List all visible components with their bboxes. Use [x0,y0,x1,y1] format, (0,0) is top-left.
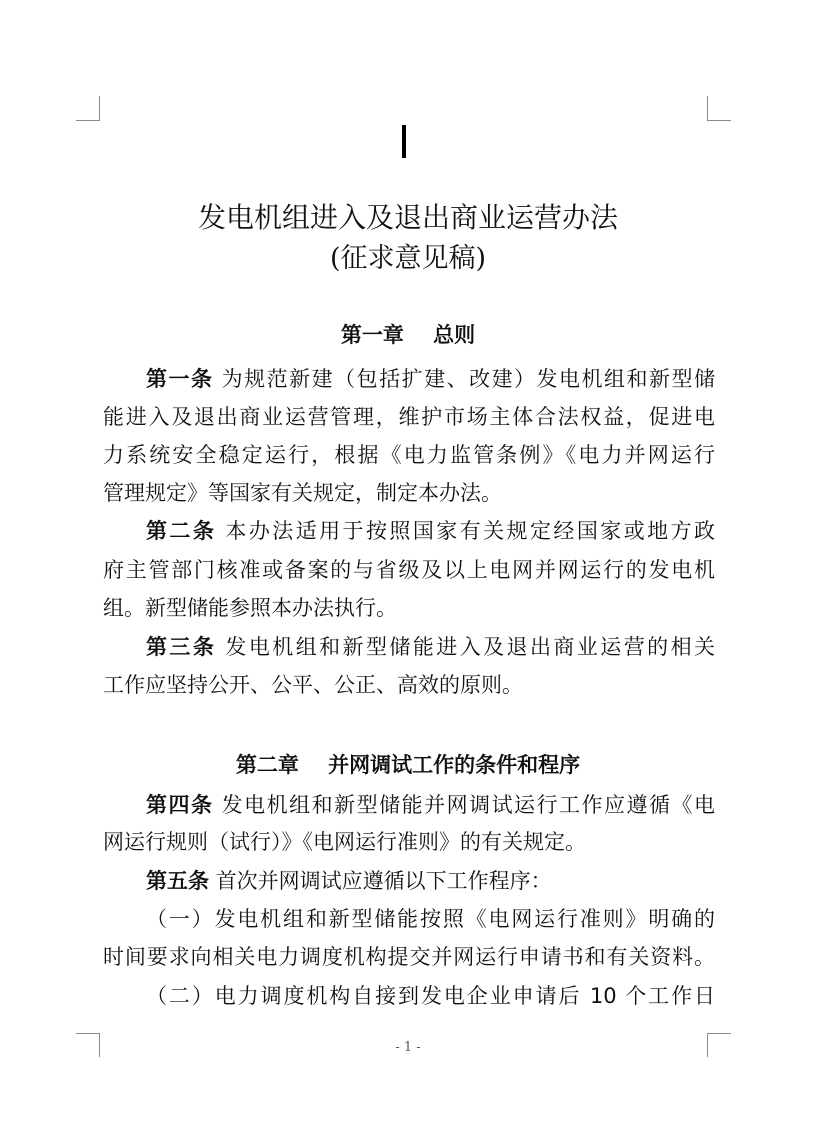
document-title: 发电机组进入及退出商业运营办法 [197,201,618,234]
article-label: 第三条 [146,635,217,659]
paragraph-line: 时间要求向相关电力调度机构提交并网运行申请书和有关资料。 [103,945,715,969]
crop-mark-top-left-vertical [99,96,100,120]
paragraph-line: 第二条 本办法适用于按照国家有关规定经国家或地方政 [146,519,715,543]
text-cursor [402,125,406,158]
paragraph-line: 能进入及退出商业运营管理，维护市场主体合法权益，促进电 [103,405,715,429]
document-subtitle: (征求意见稿) [329,243,487,274]
article-label: 第五条 [146,869,209,893]
paragraph-line: （二）电力调度机构自接到发电企业申请后 10 个工作日 [146,984,715,1008]
article-label: 第一条 [146,367,214,391]
paragraph-line: 工作应坚持公开、公平、公正、高效的原则。 [103,673,523,697]
paragraph-line: （一）发电机组和新型储能按照《电网运行准则》明确的 [146,907,715,931]
paragraph-line: 力系统安全稳定运行，根据《电力监管条例》《电力并网运行 [103,443,715,467]
paragraph-line: 第五条 首次并网调试应遵循以下工作程序： [146,869,552,893]
paragraph-line: 第一条 为规范新建（包括扩建、改建）发电机组和新型储 [146,367,715,391]
crop-mark-bottom-right-horizontal [707,1033,731,1034]
chapter-heading: 第二章 并网调试工作的条件和程序 [235,753,581,777]
crop-mark-bottom-left-horizontal [76,1033,100,1034]
paragraph-line: 府主管部门核准或备案的与省级及以上电网并网运行的发电机 [103,558,715,582]
crop-mark-top-right-vertical [707,96,708,120]
article-label: 第二条 [146,519,217,543]
page-number: - 1 - [395,1040,421,1055]
paragraph-line: 第三条 发电机组和新型储能进入及退出商业运营的相关 [146,635,715,659]
crop-mark-top-left-horizontal [76,120,100,121]
article-label: 第四条 [146,793,214,817]
paragraph-line: 网运行规则（试行）》《电网运行准则》的有关规定。 [103,830,586,854]
paragraph-line: 第四条 发电机组和新型储能并网调试运行工作应遵循《电 [146,793,715,817]
chapter-heading: 第一章 总则 [340,323,476,347]
paragraph-line: 组。新型储能参照本办法执行。 [103,596,397,620]
crop-mark-top-right-horizontal [707,120,731,121]
paragraph-line: 管理规定》等国家有关规定，制定本办法。 [103,481,502,505]
